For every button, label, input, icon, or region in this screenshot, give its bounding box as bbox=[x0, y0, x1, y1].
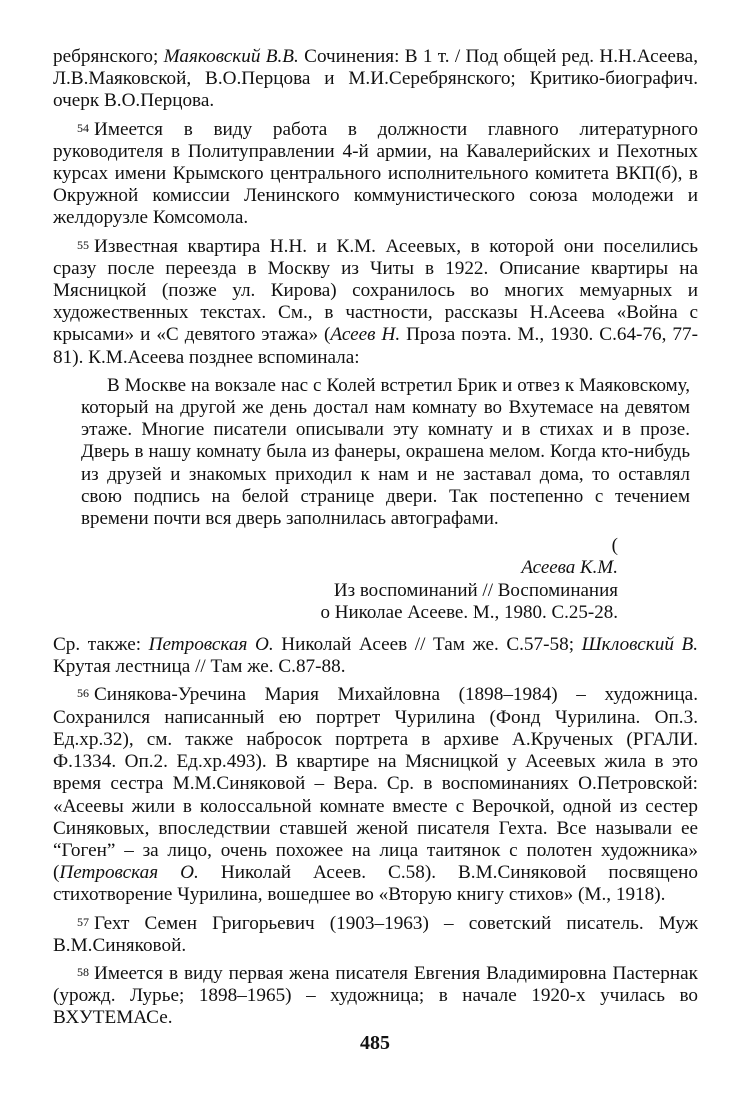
footnote-text: Проза поэта. М., 1930. С.64-76, 77-81). К.М.Асеева позднее вспоминала: bbox=[53, 324, 698, 368]
footnote-number: 58 bbox=[77, 964, 89, 979]
italic-author: Шкловский В. bbox=[581, 634, 699, 656]
footnote-number: 56 bbox=[77, 686, 89, 701]
quote-citation bbox=[53, 535, 618, 624]
text-run: Ср. также: bbox=[53, 634, 149, 656]
footnote-number: 57 bbox=[77, 914, 89, 929]
italic-author: Петровская О. bbox=[148, 634, 274, 656]
text-run: Николай Асеев // Там же. С.57-58; bbox=[273, 634, 582, 656]
text-run: Сочинения: В 1 т. / Под общей ред. Н.Н.Асеева, Л.В.Маяковской, В.О.Перцова и М.И.Серебрянского; Критико-биографич. очерк В.О.Перцова. bbox=[53, 46, 698, 112]
footnote-number: 55 bbox=[77, 237, 89, 252]
footnote-text: Синякова-Уречина Мария Михайловна (1898–1984) – художница. Сохранился написанный ею портрет Чурилина (Фонд Чурилина. Оп.3. Ед.хр.32), см. также набросок портрета в архиве А.Крученых (РГАЛИ. Ф.1334. Оп.2. Ед.хр.493). В квартире на Мясницкой у Асеевых жила в это время сестра М.М.Синяковой – Вера. Ср. в воспоминаниях О.Петровской: «Асеевы жили в колоссальной комнате вместе с Верочкой, одной из сестер Синяковых, впоследствии ставшей женой писателя Гехта. Все называли ее “Гоген” – за лицо, очень похожее на лица таитянок с полотен художника» ( bbox=[53, 684, 698, 884]
footnote-58 bbox=[53, 963, 698, 1030]
italic-author: Асеева К.М. bbox=[521, 557, 618, 579]
footnote-56 bbox=[53, 684, 698, 906]
footnote-text: Имеется в виду первая жена писателя Евгения Владимировна Пастернак (урожд. Лурье; 1898–1965) – художница; в начале 1920-х училась во ВХУТЕМАСе. bbox=[53, 962, 698, 1029]
footnote-text: Известная квартира Н.Н. и К.М. Асеевых, в которой они поселились сразу после переезда в Москву из Читы в 1922. Описание квартиры на Мясницкой (позже ул. Кирова) сохранилось во многих мемуарных и художественных текстах. См., в частности, рассказы Н.Асеева «Война с крысами» и «С девятого этажа» ( bbox=[53, 235, 698, 346]
intro-paragraph bbox=[53, 46, 698, 113]
block-quote: В Москве на вокзале нас с Колей встретил Брик и отвез к Маяковскому, который на другой же день достал нам комнату во Вхутемасе на девятом этаже. Многие писатели описывали эту комнату и в стихах и в прозе. Дверь в нашу комнату была из фанеры, окрашена мелом. Когда кто-нибудь из друзей и знакомых приходил к нам и не заставал дома, то оставлял свою подпись на белой странице двери. Так постепенно с течением времени почти вся дверь заполнилась автографами. bbox=[81, 374, 690, 530]
text-run: Крутая лестница // Там же. С.87-88. bbox=[53, 656, 346, 678]
italic-author: Асеев Н. bbox=[330, 324, 401, 346]
paren: ( bbox=[611, 535, 618, 557]
page-number: 485 bbox=[360, 1032, 390, 1054]
footnote-57 bbox=[53, 913, 698, 957]
citation-text: Из воспоминаний // Воспоминания bbox=[333, 579, 618, 601]
italic-author: Маяковский В.В. bbox=[163, 46, 299, 67]
footnote-54 bbox=[53, 119, 698, 230]
footnote-text: Гехт Семен Григорьевич (1903–1963) – советский писатель. Муж В.М.Синяковой. bbox=[53, 912, 698, 956]
footnote-55 bbox=[53, 236, 698, 369]
citation-line-2: о Николае Асееве. М., 1980. С.25-28. bbox=[320, 601, 618, 623]
footnote-number: 54 bbox=[77, 120, 89, 135]
text-run: ребрянского; bbox=[53, 46, 164, 67]
see-also-paragraph bbox=[53, 634, 698, 678]
citation-line-1 bbox=[53, 535, 618, 602]
footnote-text: Николай Асеев. С.58). В.М.Синяковой посвящено стихотворение Чурилина, вошедшее во «Вторую книгу стихов» (М., 1918). bbox=[53, 862, 698, 906]
italic-author: Петровская О. bbox=[59, 862, 199, 884]
footnote-text: Имеется в виду работа в должности главного литературного руководителя в Политуправлении 4-й армии, на Кавалерийских и Пехотных курсах имени Крымского центрального исполнительного комитета ВКП(б), в Окружной комиссии Ленинского коммунистического союза молодежи и желдорузле Комсомола. bbox=[53, 118, 698, 229]
